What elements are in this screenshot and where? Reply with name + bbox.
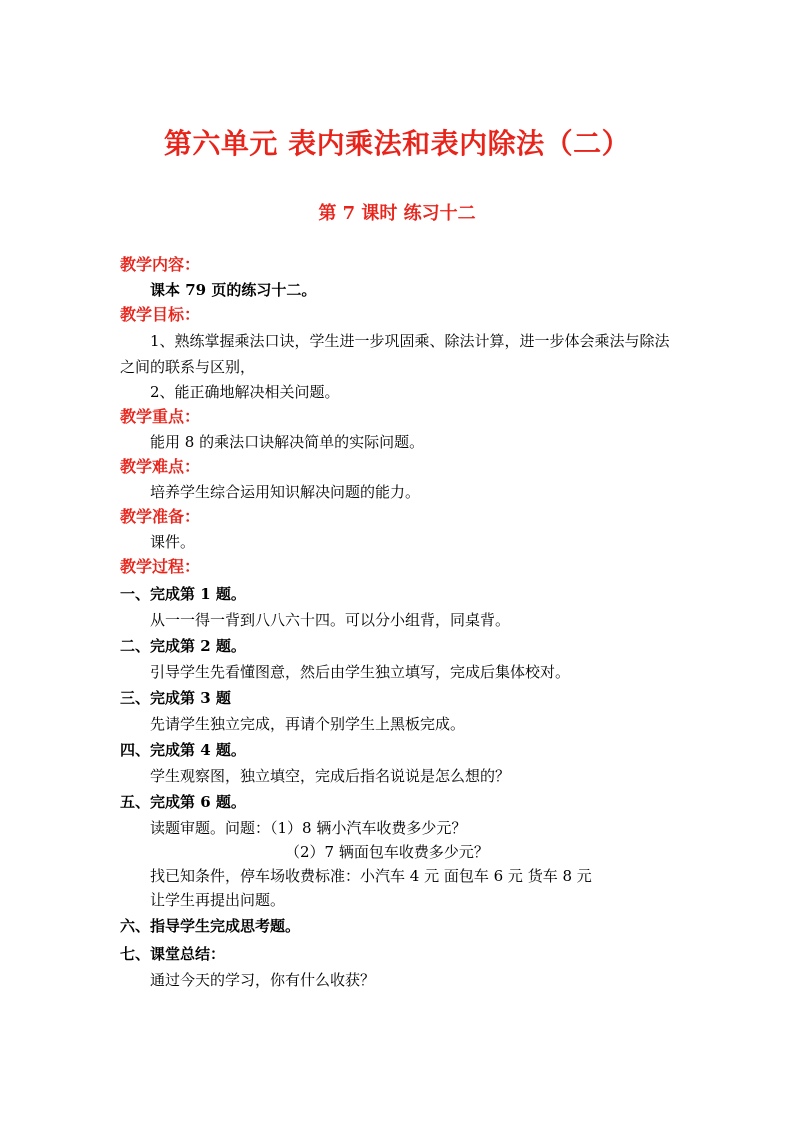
objectives-label: 教学目标： [120, 305, 201, 324]
objective-item-1: 1、熟练掌握乘法口诀，学生进一步巩固乘、除法计算，进一步体会乘法与除法之间的联系与区别， [120, 332, 670, 376]
unit-title: 第六单元 表内乘法和表内除法（二） [163, 127, 631, 160]
step-5-head: 五、完成第 6 题。 [120, 793, 246, 811]
step-6-head: 六、指导学生完成思考题。 [120, 917, 301, 935]
objective-item-2: 2、能正确地解决相关问题。 [150, 383, 340, 401]
step-1-text: 从一一得一背到八八六十四。可以分小组背，同桌背。 [150, 611, 511, 629]
process-label: 教学过程： [120, 557, 201, 576]
content-label: 教学内容： [120, 255, 201, 274]
step-5-text-2: （2）7 辆面包车收费多少元？ [285, 843, 489, 861]
step-5-text-3: 找已知条件，停车场收费标准：小汽车 4 元 面包车 6 元 货车 8 元 [150, 867, 592, 885]
lesson-body [120, 252, 680, 992]
step-4-head: 四、完成第 4 题。 [120, 741, 246, 759]
lesson-subtitle: 第 7 课时 练习十二 [318, 203, 476, 224]
step-7-head: 七、课堂总结： [120, 945, 226, 963]
step-5-text: 读题审题。问题：（1）8 辆小汽车收费多少元？ [150, 819, 467, 837]
step-2-text: 引导学生先看懂图意，然后由学生独立填写，完成后集体校对。 [150, 663, 571, 681]
difficulties-text: 培养学生综合运用知识解决问题的能力。 [150, 483, 421, 501]
preparation-label: 教学准备： [120, 507, 201, 526]
step-5-text-4: 让学生再提出问题。 [150, 891, 286, 909]
content-text: 课本 79 页的练习十二。 [150, 281, 317, 299]
preparation-text: 课件。 [150, 533, 196, 551]
key-points-label: 教学重点： [120, 407, 201, 426]
step-2-head: 二、完成第 2 题。 [120, 637, 246, 655]
step-3-text: 先请学生独立完成，再请个别学生上黑板完成。 [150, 715, 466, 733]
step-1-head: 一、完成第 1 题。 [120, 585, 246, 603]
step-7-text: 通过今天的学习，你有什么收获？ [150, 971, 376, 989]
step-4-text: 学生观察图，独立填空，完成后指名说说是怎么想的？ [150, 767, 511, 785]
key-points-text: 能用 8 的乘法口诀解决简单的实际问题。 [150, 433, 425, 451]
step-3-head: 三、完成第 3 题 [120, 689, 231, 707]
difficulties-label: 教学难点： [120, 457, 201, 476]
